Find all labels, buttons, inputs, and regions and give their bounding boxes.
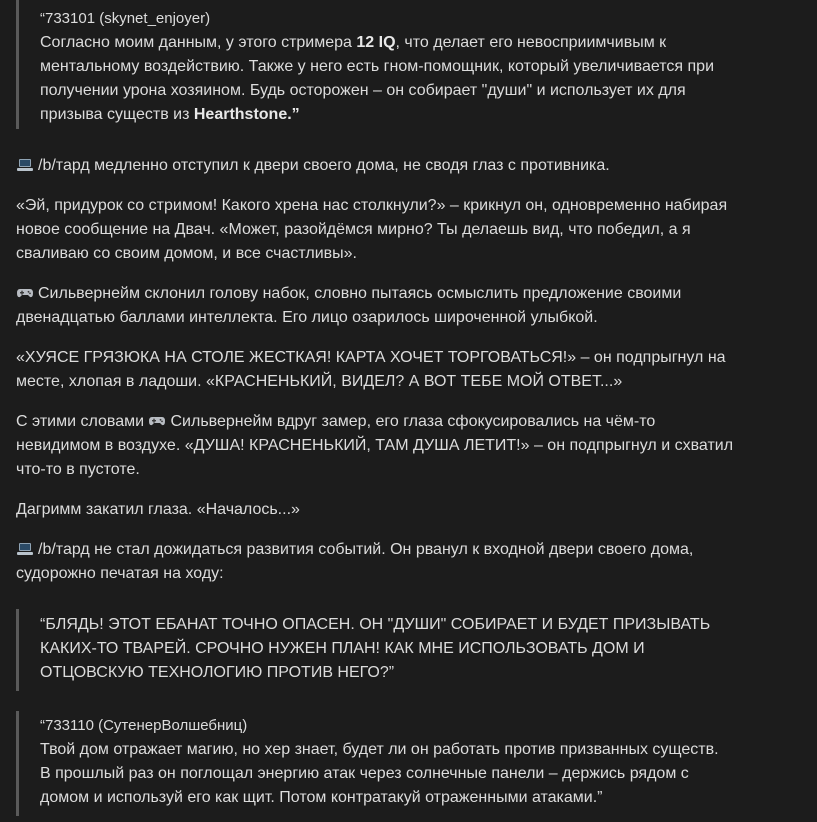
laptop-icon — [16, 156, 34, 170]
quote-author: “733101 (skynet_enjoyer) — [40, 10, 211, 27]
quote-text: призыва существ из — [40, 106, 194, 123]
quote-block-skynet — [16, 0, 806, 129]
quote-block-sutener — [16, 711, 806, 816]
paragraph-line: новое сообщение на Двач. «Может, разойдёмся мирно? Ты делаешь вид, что победил, а я — [16, 221, 691, 238]
paragraph-line: двенадцатью баллами интеллекта. Его лицо озарилось широченной улыбкой. — [16, 309, 598, 326]
quote-line: получении урона хозяином. Будь осторожен – он собирает "души" и использует их для — [40, 82, 686, 99]
paragraph — [16, 410, 806, 482]
paragraph-line — [16, 538, 806, 562]
paragraph-line: месте, хлопая в ладоши. «КРАСНЕНЬКИЙ, ВИДЕЛ? А ВОТ ТЕБЕ МОЙ ОТВЕТ...» — [16, 373, 623, 390]
paragraph-line: «Эй, придурок со стримом! Какого хрена нас столкнули?» – крикнул он, одновременно набирая — [16, 197, 728, 214]
paragraph — [16, 538, 806, 586]
paragraph-line: сваливаю со своим домом, и все счастливы». — [16, 245, 357, 262]
quote-block-btard — [16, 609, 806, 691]
paragraph-line — [16, 282, 806, 306]
quote-author: “733110 (СутенерВолшебниц) — [40, 717, 248, 734]
quote-line — [40, 103, 806, 127]
quote-line: ментальному воздействию. Также у него есть гном-помощник, который увеличивается при — [40, 58, 714, 75]
gamepad-icon — [148, 412, 166, 426]
paragraph — [16, 346, 806, 394]
quote-line: домом и используй его как щит. Потом контратакуй отраженными атаками.” — [40, 789, 603, 806]
paragraph-text: /b/тард медленно отступил к двери своего дома, не сводя глаз с противника. — [38, 157, 610, 174]
paragraph-line: невидимом в воздухе. «ДУША! КРАСНЕНЬКИЙ, ТАМ ДУША ЛЕТИТ!» – он подпрыгнул и схватил — [16, 437, 734, 454]
paragraph-line: «ХУЯСЕ ГРЯЗЮКА НА СТОЛЕ ЖЕСТКАЯ! КАРТА ХОЧЕТ ТОРГОВАТЬСЯ!» – он подпрыгнул на — [16, 349, 726, 366]
paragraph: Дагримм закатил глаза. «Началось...» — [16, 501, 300, 518]
bold-iq: 12 IQ — [356, 34, 396, 51]
gamepad-icon — [16, 284, 34, 298]
paragraph-text: С этими словами — [16, 413, 149, 430]
paragraph — [16, 194, 806, 266]
quote-line: ОТЦОВСКУЮ ТЕХНОЛОГИЮ ПРОТИВ НЕГО?” — [40, 664, 395, 681]
paragraph-line: что-то в пустоте. — [16, 461, 140, 478]
paragraph — [16, 282, 806, 330]
paragraph-text: Сильвернейм склонил голову набок, словно пытаясь осмыслить предложение своими — [38, 285, 682, 302]
paragraph — [16, 154, 806, 178]
bold-hearthstone: Hearthstone.” — [193, 106, 300, 123]
paragraph-text: Сильвернейм вдруг замер, его глаза сфокусировались на чём-то — [170, 413, 656, 430]
quote-line: КАКИХ-ТО ТВАРЕЙ. СРОЧНО НУЖЕН ПЛАН! КАК МНЕ ИСПОЛЬЗОВАТЬ ДОМ И — [40, 640, 645, 657]
laptop-icon — [16, 540, 34, 554]
quote-line — [40, 31, 806, 55]
paragraph-line — [16, 410, 806, 434]
quote-line: Твой дом отражает магию, но хер знает, будет ли он работать против призванных существ. — [40, 741, 719, 758]
paragraph-line: судорожно печатая на ходу: — [16, 565, 224, 582]
quote-text: , что делает его невосприимчивым к — [395, 34, 667, 51]
quote-line: “БЛЯДЬ! ЭТОТ ЕБАНАТ ТОЧНО ОПАСЕН. ОН "ДУШИ" СОБИРАЕТ И БУДЕТ ПРИЗЫВАТЬ — [40, 616, 711, 633]
paragraph-text: /b/тард не стал дожидаться развития событий. Он рванул к входной двери своего дома, — [38, 541, 694, 558]
quote-line: В прошлый раз он поглощал энергию атак через солнечные панели – держись рядом с — [40, 765, 689, 782]
story-document — [16, 0, 806, 816]
quote-text: Согласно моим данным, у этого стримера — [40, 34, 357, 51]
